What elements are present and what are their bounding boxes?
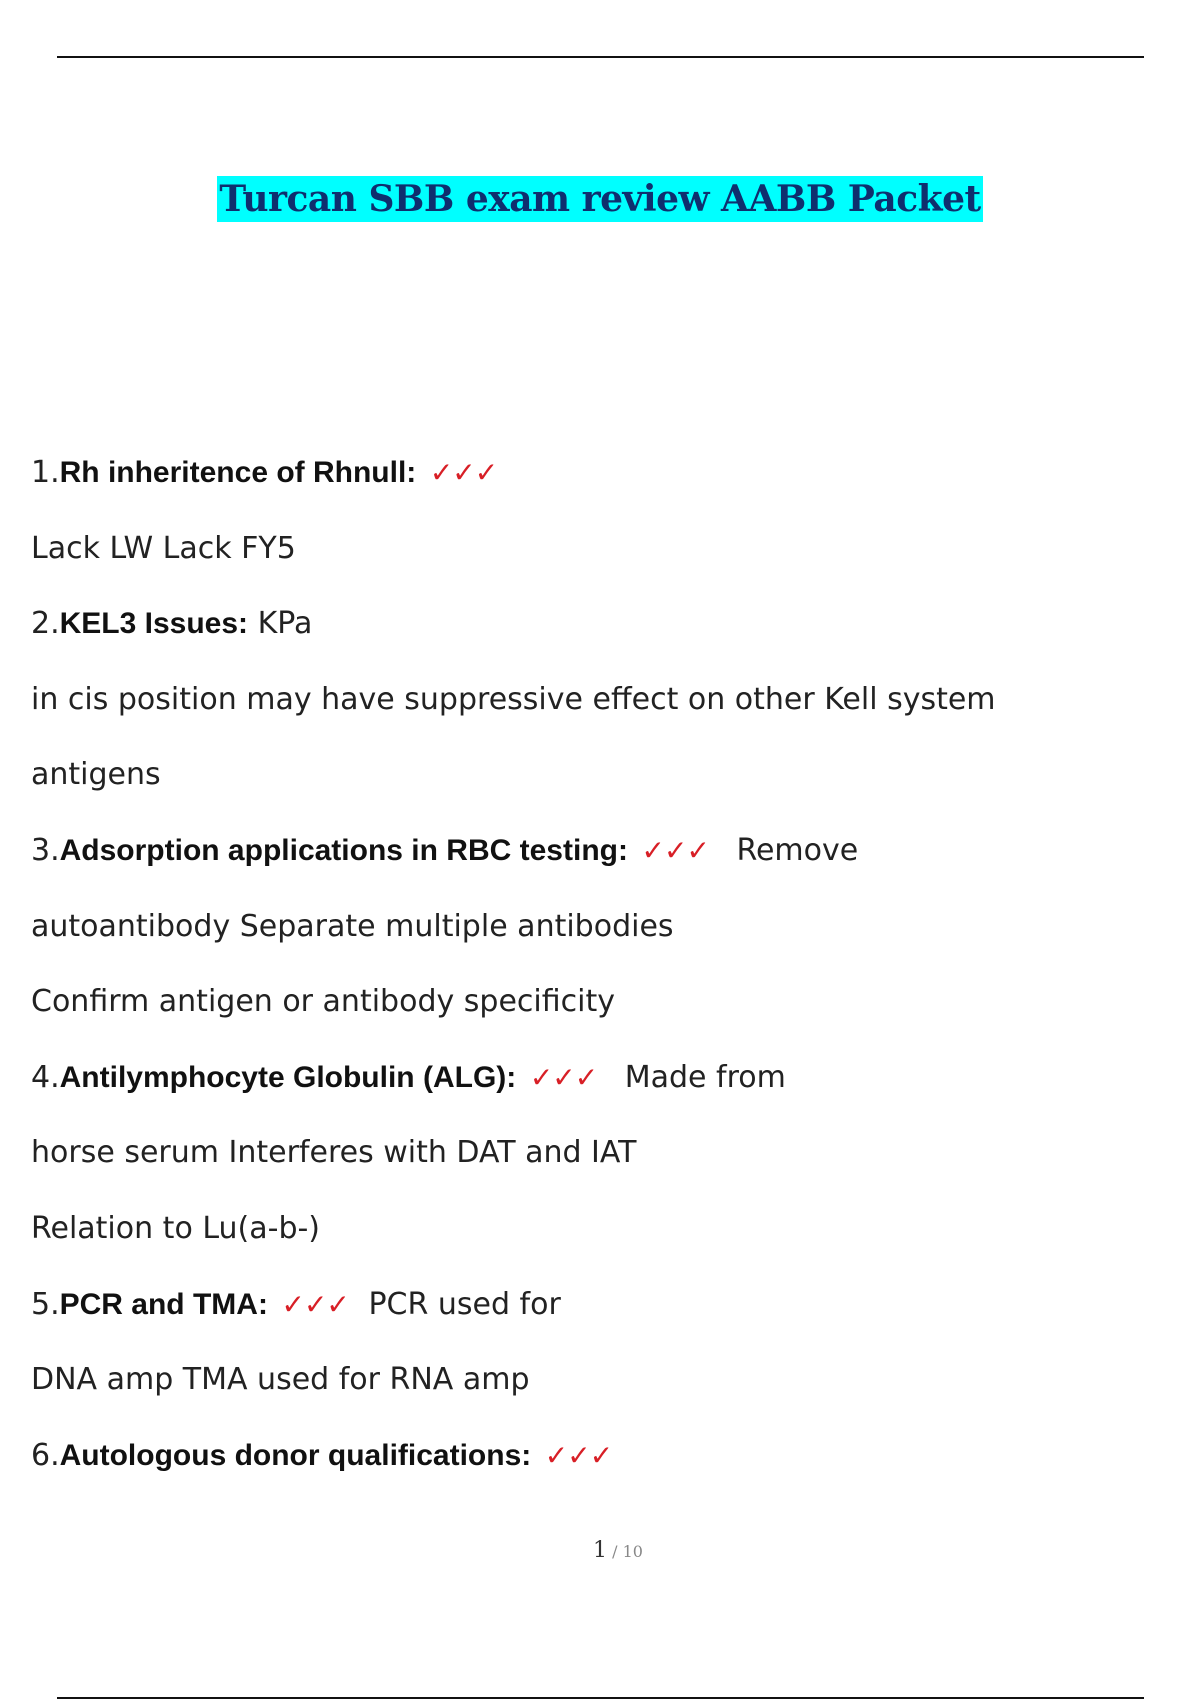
answer-text: DNA amp TMA used for RNA amp (31, 1362, 530, 1398)
inline-answer: Remove (736, 832, 859, 868)
question-text: Adsorption applications in RBC testing: (59, 833, 628, 867)
question-line (31, 601, 1171, 677)
checkmark-icon: ✓✓✓ (429, 456, 498, 489)
title-block (0, 176, 1200, 222)
answer-text: Relation to Lu(a-b-) (31, 1210, 321, 1246)
answer-line (31, 1357, 1171, 1433)
answer-line (31, 1206, 1171, 1282)
question-text: Antilymphocyte Globulin (ALG): (59, 1060, 517, 1094)
checkmark-icon: ✓✓✓ (529, 1060, 598, 1094)
answer-text: autoantibody Separate multiple antibodies (31, 908, 674, 944)
question-number: 2. (31, 606, 60, 642)
inline-answer: KPa (257, 606, 313, 642)
answer-text: antigens (31, 757, 161, 793)
question-number: 4. (31, 1059, 60, 1095)
question-text: Autologous donor qualifications: (59, 1438, 532, 1472)
answer-text: in cis position may have suppressive effect on other Kell system (31, 681, 996, 717)
answer-line (31, 904, 1171, 980)
answer-line (31, 1130, 1171, 1206)
document-title: Turcan SBB exam review AABB Packet (219, 178, 981, 220)
question-number: 5. (31, 1286, 60, 1322)
answer-line (31, 526, 1171, 602)
question-text: Rh inheritence of Rhnull: (59, 456, 417, 489)
inline-answer: PCR used for (368, 1286, 561, 1322)
inline-answer: Made from (624, 1059, 786, 1095)
checkmark-icon: ✓✓✓ (641, 833, 709, 867)
top-rule (57, 56, 1144, 58)
page-indicator (0, 1538, 1200, 1563)
question-number: 3. (31, 832, 60, 868)
question-line (31, 1433, 1171, 1509)
document-body (31, 450, 1171, 1508)
question-line (31, 1282, 1171, 1358)
question-line (31, 1055, 1171, 1131)
checkmark-icon: ✓✓✓ (281, 1287, 349, 1321)
answer-text: Confirm antigen or antibody specificity (31, 984, 615, 1020)
question-text: KEL3 Issues: (59, 607, 249, 641)
checkmark-icon: ✓✓✓ (544, 1438, 613, 1472)
answer-line (31, 979, 1171, 1055)
question-text: PCR and TMA: (59, 1287, 268, 1321)
answer-line (31, 677, 1171, 753)
answer-text: Lack LW Lack FY5 (31, 530, 296, 566)
page-total: / 10 (612, 1542, 643, 1561)
question-line (31, 828, 1171, 904)
answer-line (31, 752, 1171, 828)
question-line (31, 450, 1171, 526)
question-number: 1. (31, 455, 60, 490)
bottom-rule (57, 1697, 1144, 1699)
question-number: 6. (31, 1437, 60, 1473)
answer-text: horse serum Interferes with DAT and IAT (31, 1135, 637, 1171)
page-number: 1 (593, 1538, 608, 1563)
